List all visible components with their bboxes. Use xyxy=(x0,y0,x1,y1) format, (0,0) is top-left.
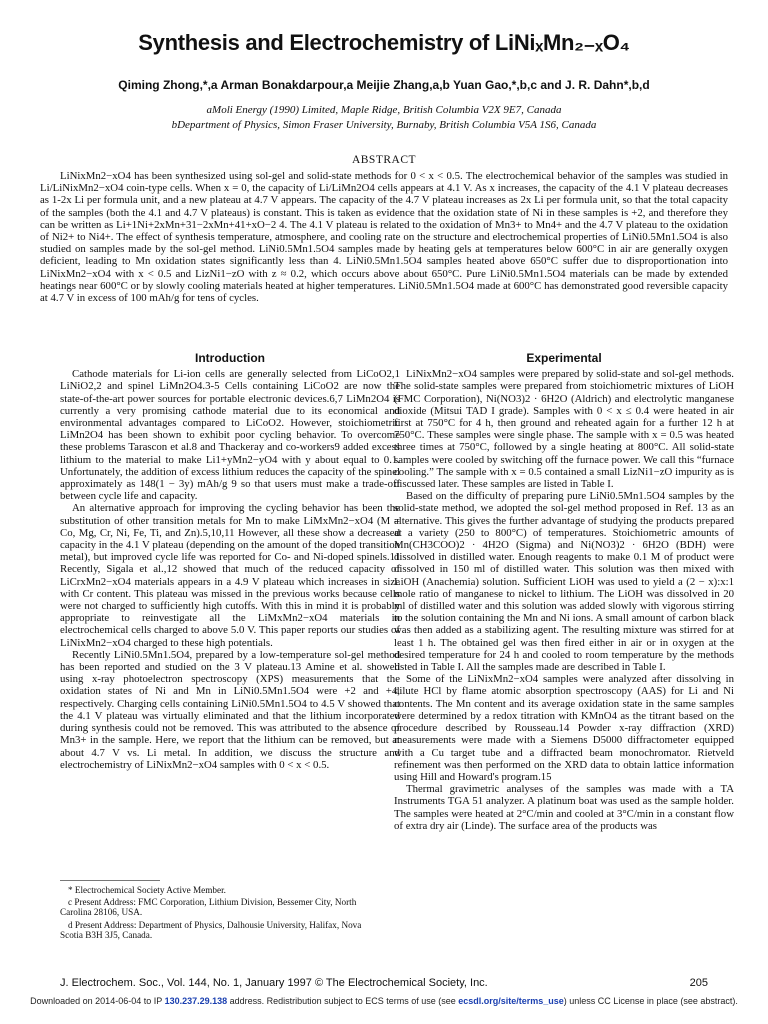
experimental-paragraph: Based on the difficulty of preparing pure LiNi0.5Mn1.5O4 samples by the solid-state method, we adopted the sol-gel method proposed in Ref. 13 as an alternative. This gives the further advantage of studying the products prepared at a variety (250 to 800°C) of temperatures. Stoichiometric amounts of Mn(CH3COO)2 · 4H2O (Sigma) and Ni(NO3)2 · 6H2O (BDH) were dissolved in distilled water. Enough reagents to make 0.1 M of product were dissolved in 150 ml of distilled water. This solution was then mixed with LiOH (Anachemia) solution. Sufficient LiOH was used to yield a (2 − x):x:1 mole ratio of manganese to nickel to lithium. The LiOH was dissolved in 20 ml of distilled water and this solution was added slowly with vigorous stirring to the solution containing the Mn and Ni ions. A small amount of carbon black was then added as a stabilizing agent. The resulting mixture was stirred for at least 1 h. The obtained gel was then fired either in air or in oxygen at the desired temperature for 24 h and cooled to room temperature by the methods listed in Table I. All the samples made are described in Table I. xyxy=(394,490,734,674)
footnote: * Electrochemical Society Active Member. xyxy=(68,885,226,895)
author-list: Qiming Zhong,*,a Arman Bonakdarpour,a Meijie Zhang,a,b Yuan Gao,*,b,c and J. R. Dahn*,b,d xyxy=(118,78,650,92)
introduction-heading: Introduction xyxy=(195,351,265,365)
download-prefix: Downloaded on 2014-06-04 to IP xyxy=(30,996,165,1006)
journal-citation-line xyxy=(60,977,708,989)
affiliation-sfu: bDepartment of Physics, Simon Fraser University, Burnaby, British Columbia V5A 1S6, Canada xyxy=(171,119,597,131)
footnote: c Present Address: FMC Corporation, Lithium Division, Bessemer City, North Carolina 28106, USA. xyxy=(60,897,357,918)
download-notice xyxy=(0,996,768,1006)
paper-title: Synthesis and Electrochemistry of LiNiₓMn₂₋ₓO₄ xyxy=(138,30,630,55)
footnote: d Present Address: Department of Physics, Dalhousie University, Halifax, Nova Scotia B3H 3J5, Canada. xyxy=(60,919,362,940)
experimental-paragraph: LiNixMn2−xO4 samples were prepared by solid-state and sol-gel methods. The solid-state samples were prepared from stoichiometric mixtures of LiOH (FMC Corporation), Ni(NO3)2 · 6H2O (Aldrich) and electrolytic manganese dioxide (Mitsui TAD I grade). Samples with 0 < x ≤ 0.4 were heated in air first at 750°C for 4 h, then ground and reheated again for a further 12 h at 750°C. These samples were single phase. The sample with x = 0.5 was heated three times at 750°C, followed by a single heating at 800°C. All solid-state samples were cooled by switching off the furnace power. We call this “furnace cooling.” The sample with x = 0.5 contained a small LizNi1−zO impurity as is discussed later. These samples are listed in Table I. xyxy=(394,368,734,491)
footnotes xyxy=(60,880,372,942)
terms-of-use-link[interactable]: ecsdl.org/site/terms_use xyxy=(458,996,564,1006)
intro-paragraph: An alternative approach for improving the cycling behavior has been the substitution of other transition metals for Mn to make LiMxMn2−xO4 (M = Co, Mg, Cr, Ni, Fe, Ti, and Zn).5,10,11 However, all these show a decreased capacity in the 4.1 V plateau (depending on the amount of the doped transition metal), but improved cycle life was reported for Co- and Ni-doped spinels.11 Recently, Sigala et al.,12 showed that much of the reduced capacity of LiCrxMn2−xO4 materials appears in a 4.9 V plateau which increases in size with Cr content. This plateau was missed in the previous works because cells were not charged to sufficiently high cutoffs. With this in mind it is probably appropriate to reinvestigate all the LiMxMn2−xO4 materials in electrochemical cells charged to above 5.0 V. This paper reports our studies of LiNixMn2−xO4 charged to these high potentials. xyxy=(60,502,400,649)
abstract-text: LiNixMn2−xO4 has been synthesized using sol-gel and solid-state methods for 0 < x < 0.5. The electrochemical behavior of the samples was studied in Li/LiNixMn2−xO4 coin-type cells. When x = 0, the capacity of Li/LiMn2O4 cells appears at 4.1 V. As x increases, the capacity of the 4.1 V plateau decreases as 1-2x Li per formula unit, and a new plateau at 4.7 V appears. The capacity of the 4.7 V plateau increases as 2x Li per formula unit, so that the total capacity of the samples (both the 4.1 and 4.7 V plateaus) is constant. This is taken as evidence that the oxidation state of Ni in these samples is +2, and therefore they can be written as Li+1Ni+2xMn+31−2xMn+41+xO−2 4. The 4.1 V plateau is related to the oxidation of Mn3+ to Mn4+ and the 4.7 V plateau to the oxidation of Ni2+ to Ni4+. The effect of synthesis temperature, atmosphere, and cooling rate on the structure and electrochemical properties of LiNi0.5Mn1.5O4 is also studied on samples made by the sol-gel method. LiNi0.5Mn1.5O4 samples made by heating gels at temperatures below 600°C in air are generally oxygen deficient, leading to Mn oxidation states significantly less than 4. LiNi0.5Mn1.5O4 samples heated above 650°C suffer due to disproportionation into LiNixMn2−xO4 with x < 0.5 and LizNi1−zO with z ≈ 0.2, which occurs above about 650°C. Pure LiNi0.5Mn1.5O4 materials can be made by extended heatings near 600°C or by slowly cooling materials heated at higher temperatures. LiNi0.5Mn1.5O4 made at 600°C has demonstrated good reversible capacity at 4.7 V in excess of 100 mAh/g for tens of cycles. xyxy=(40,170,728,305)
experimental-heading: Experimental xyxy=(526,351,602,365)
intro-paragraph: Cathode materials for Li-ion cells are generally selected from LiCoO2,1 LiNiO2,2 and spinel LiMn2O4.3-5 Cells containing LiCoO2 are now the state-of-the-art power sources for portable electronic devices.6,7 LiMn2O4 is currently a very promising cathode material due to its economical and environmental advantages compared to LiCoO2. However, stoichiometric LiMn2O4 has been shown to exhibit poor cycling behavior. To overcome these problems Tarascon et al.8 and Thackeray and co-workers9 added excess lithium to the material to make Li1+yMn2−yO4 with y about equal to 0.1. Unfortunately, the addition of excess lithium reduces the capacity of the spinel approximately as 148(1 − 3y) mAh/g 9 so that users must make a trade-off between cycle life and capacity. xyxy=(60,368,400,503)
journal-citation: J. Electrochem. Soc., Vol. 144, No. 1, January 1997 © The Electrochemical Society, Inc. xyxy=(60,977,488,989)
affiliation-moli: aMoli Energy (1990) Limited, Maple Ridge, British Columbia V2X 9E7, Canada xyxy=(206,104,562,116)
intro-paragraph: Recently LiNi0.5Mn1.5O4, prepared by a low-temperature sol-gel method has been reported and studied on the 3 V plateau.13 Amine et al. showed using x-ray photoelectron spectroscopy (XPS) measurements that the oxidation states of Ni and Mn in LiNi0.5Mn1.5O4 were +2 and +4, respectively. Charging cells containing LiNi0.5Mn1.5O4 to 4.5 V showed that the 4.1 V plateau was virtually eliminated and that the lithium incorporated during synthesis could not be removed. This was attributed to the absence of Mn3+ in the sample. Here, we report that the lithium can be removed, but at about 4.7 V vs. Li metal. In addition, we discuss the structure and electrochemistry of LiNixMn2−xO4 samples with 0 < x < 0.5. xyxy=(60,648,400,771)
download-middle: address. Redistribution subject to ECS terms of use (see xyxy=(227,996,459,1006)
experimental-column xyxy=(394,352,734,832)
abstract-heading: ABSTRACT xyxy=(351,154,417,166)
ip-address-link[interactable]: 130.237.29.138 xyxy=(164,996,228,1006)
experimental-paragraph: Some of the LiNixMn2−xO4 samples were analyzed after dissolving in dilute HCl by flame atomic absorption spectroscopy (AAS) for Li and Ni contents. The Mn content and its average oxidation state in the same samples were determined by a redox titration with KMnO4 as the titrant based on the procedure described by Rousseau.14 Powder x-ray diffraction (XRD) measurements were made with a Siemens D5000 diffractometer equipped with a Cu target tube and a diffracted beam monochromator. Rietveld refinement was then performed on the XRD data to obtain lattice information using Hill and Howard's program.15 xyxy=(394,673,734,783)
experimental-paragraph: Thermal gravimetric analyses of the samples was made with a TA Instruments TGA 51 analyzer. A platinum boat was used as the sample holder. The samples were heated at 2°C/min and cooled at 3°C/min in a constant flow of extra dry air (Linde). The surface area of the products was xyxy=(394,783,734,832)
page-number: 205 xyxy=(689,977,708,989)
download-suffix: ) unless CC License in place (see abstract). xyxy=(563,996,738,1006)
footnote-divider xyxy=(60,880,160,881)
introduction-column xyxy=(60,352,400,771)
